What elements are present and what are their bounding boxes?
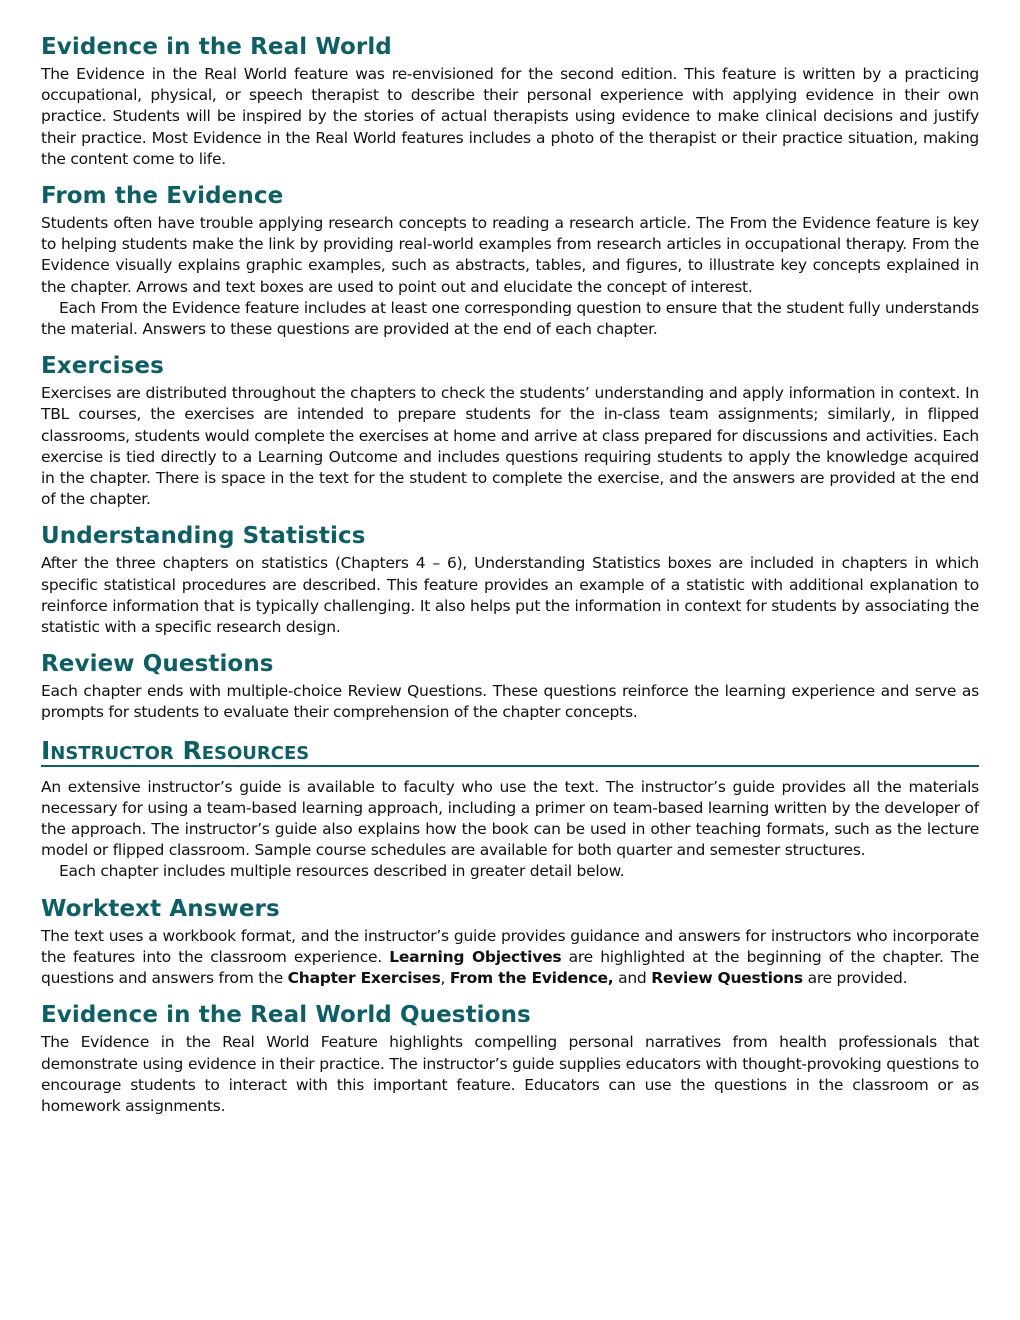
section-understanding-statistics bbox=[41, 521, 979, 638]
section-from-the-evidence bbox=[41, 181, 979, 340]
section-heading: Worktext Answers bbox=[41, 895, 280, 922]
section-real-world-questions bbox=[41, 1000, 979, 1117]
body-paragraph: An extensive instructor’s guide is available to faculty who use the text. The instructor’s guide provides all the materials necessary for using a team-based learning approach, including a primer on team-based learning written by the developer of the approach. The instructor’s guide also explains how the book can be used in other teaching formats, such as the lecture model or flipped classroom. Sample course schedules are available for both quarter and semester structures. bbox=[41, 777, 979, 860]
section-instructor-resources bbox=[41, 777, 979, 883]
body-paragraph: The Evidence in the Real World Feature highlights compelling personal narratives from health professionals that demonstrate using evidence in their practice. The instructor’s guide supplies educators with thought-provoking questions to encourage students to interact with this important feature. Educators can use the questions in the classroom or as homework assignments. bbox=[41, 1033, 979, 1115]
body-paragraph: Each From the Evidence feature includes at least one corresponding question to ensure that the student fully understands the material. Answers to these questions are provided at the end of each chapter. bbox=[41, 298, 979, 339]
page-content bbox=[41, 32, 979, 1128]
body-paragraph: Exercises are distributed throughout the chapters to check the students’ understanding and apply information in context. In TBL courses, the exercises are intended to prepare students for the in-class team assignments; similarly, in flipped classrooms, students would complete the exercises at home and arrive at class prepared for discussions and activities. Each exercise is tied directly to a Learning Outcome and includes questions requiring students to apply the knowledge acquired in the chapter. There is space in the text for the student to complete the exercise, and the answers are provided at the end of the chapter. bbox=[41, 384, 979, 509]
text-run: and bbox=[613, 969, 652, 988]
major-heading-title: Instructor Resources bbox=[41, 735, 310, 765]
text-run: The text uses a workbook format, and the instructor’s guide provides guidance and answers for instructors who incorporate the features into the classroom experience. bbox=[41, 926, 979, 966]
section-exercises bbox=[41, 351, 979, 510]
text-run: , bbox=[440, 969, 450, 988]
section-heading: Review Questions bbox=[41, 651, 274, 678]
bold-term: Learning Objectives bbox=[389, 947, 562, 966]
bold-term: Chapter Exercises bbox=[287, 969, 441, 988]
section-heading: Exercises bbox=[41, 353, 164, 380]
body-paragraph bbox=[41, 926, 979, 990]
body-paragraph: Students often have trouble applying research concepts to reading a research article. The From the Evidence feature is key to helping students make the link by providing real-world examples from research articles in occupational therapy. From the Evidence visually explains graphic examples, such as abstracts, tables, and figures, to illustrate key concepts explained in the chapter. Arrows and text boxes are used to point out and elucidate the concept of interest. bbox=[41, 214, 979, 296]
major-heading-instructor-resources bbox=[41, 737, 979, 767]
section-worktext-answers bbox=[41, 894, 979, 990]
body-paragraph: Each chapter ends with multiple-choice Review Questions. These questions reinforce the learning experience and serve as prompts for students to evaluate their comprehension of the chapter concepts. bbox=[41, 682, 979, 722]
text-run: are highlighted at the beginning of the chapter. The questions and answers from the bbox=[41, 947, 979, 988]
section-review-questions bbox=[41, 649, 979, 723]
bold-term: From the Evidence, bbox=[449, 969, 614, 988]
section-heading: Understanding Statistics bbox=[41, 523, 366, 550]
body-paragraph: The Evidence in the Real World feature was re-envisioned for the second edition. This feature is written by a practicing occupational, physical, or speech therapist to describe their personal experience with applying evidence in their own practice. Students will be inspired by the stories of actual therapists using evidence to make clinical decisions and justify their practice. Most Evidence in the Real World features includes a photo of the therapist or their practice situation, making the content come to life. bbox=[41, 65, 979, 168]
body-paragraph: Each chapter includes multiple resources described in greater detail below. bbox=[59, 862, 625, 881]
text-run: are provided. bbox=[802, 969, 908, 988]
body-paragraph: After the three chapters on statistics (Chapters 4 – 6), Understanding Statistics boxes are included in chapters in which specific statistical procedures are described. This feature provides an example of a statistic with additional explanation to reinforce information that is typically challenging. It also helps put the information in context for students by associating the statistic with a specific research design. bbox=[41, 554, 979, 637]
section-heading: Evidence in the Real World Questions bbox=[41, 1002, 531, 1029]
bold-term: Review Questions bbox=[651, 969, 803, 988]
section-evidence-real-world bbox=[41, 32, 979, 170]
section-heading: From the Evidence bbox=[41, 183, 284, 210]
section-heading: Evidence in the Real World bbox=[41, 34, 392, 60]
